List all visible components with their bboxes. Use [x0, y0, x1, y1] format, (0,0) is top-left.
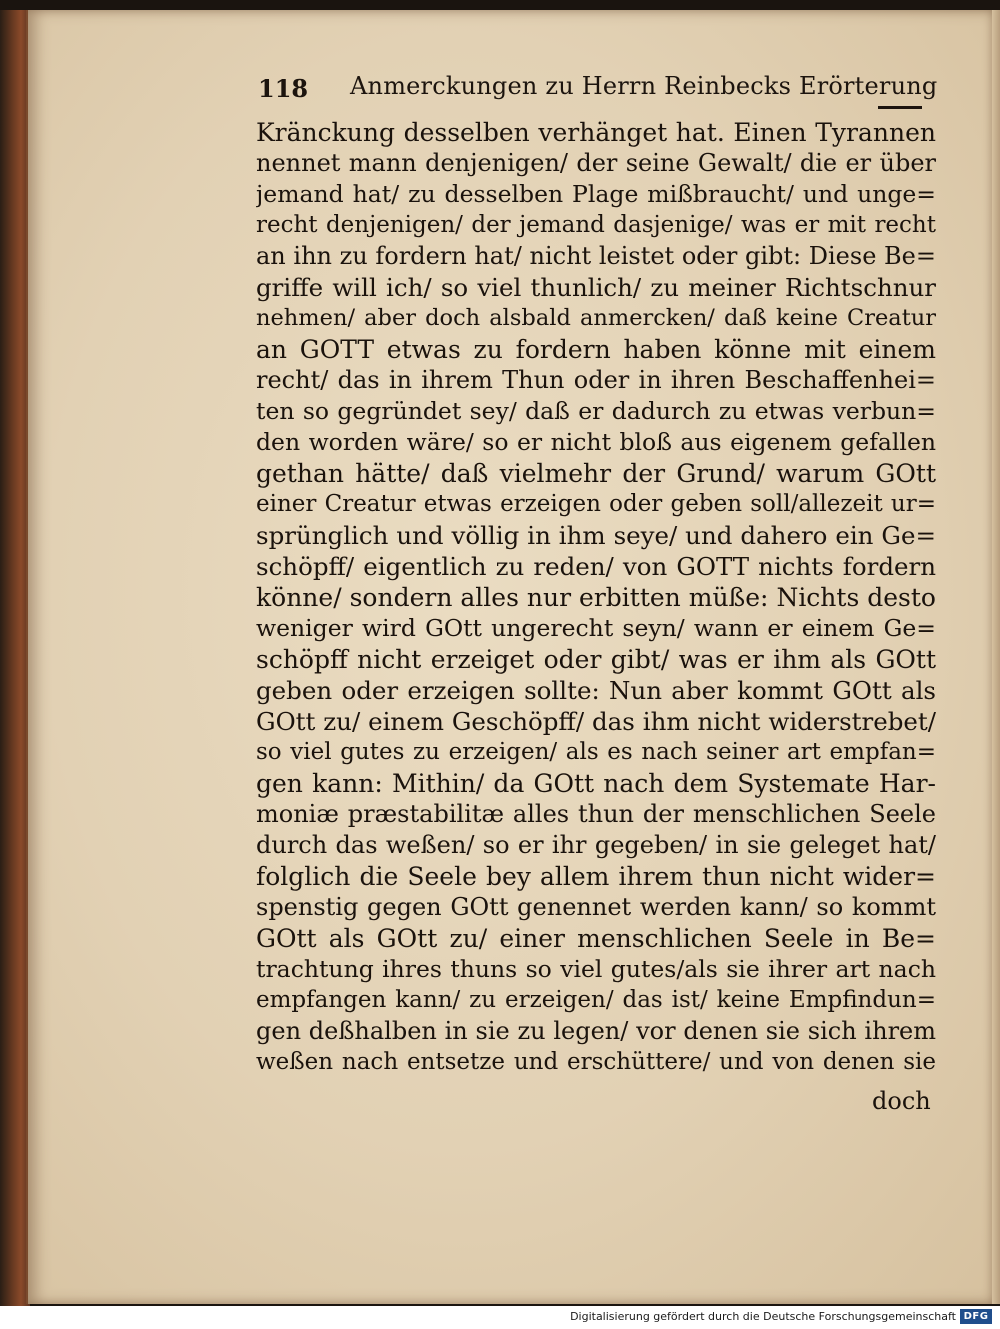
text-line: GOtt zu/ einem Geschöpff/ das ihm nicht widerstrebet/ — [256, 707, 936, 736]
running-head: Anmerckungen zu Herrn Reinbecks Erörterung — [350, 72, 938, 100]
text-line: geben oder erzeigen sollte: Nun aber kommt GOtt als — [256, 676, 936, 705]
page-edge — [992, 10, 1000, 1304]
digitization-footer — [0, 1306, 1000, 1329]
text-line: gen deßhalben in sie zu legen/ vor denen sie sich ihrem — [256, 1017, 936, 1045]
text-line: recht denjenigen/ der jemand dasjenige/ was er mit recht — [256, 212, 936, 238]
text-line: an GOTT etwas zu fordern haben könne mit einem — [256, 335, 936, 364]
text-line: spenstig gegen GOtt genennet werden kann/ so kommt — [256, 893, 936, 921]
text-line: ten so gegründet sey/ daß er dadurch zu etwas verbun= — [256, 397, 936, 425]
text-line: so viel gutes zu erzeigen/ als es nach seiner art empfan= — [256, 739, 936, 765]
text-line: GOtt als GOtt zu/ einer menschlichen Seele in Be= — [256, 924, 936, 953]
text-line: sprünglich und völlig in ihm seye/ und dahero ein Ge= — [256, 521, 936, 550]
text-line: empfangen kann/ zu erzeigen/ das ist/ keine Empfindun= — [256, 987, 936, 1013]
text-line: durch das weßen/ so er ihr gegeben/ in sie geleget hat/ — [256, 831, 936, 859]
text-line: an ihn zu fordern hat/ nicht leistet oder gibt: Diese Be= — [256, 242, 936, 270]
text-line: weßen nach entsetze und erschüttere/ und von denen sie — [256, 1049, 936, 1075]
text-line: schöpff/ eigentlich zu reden/ von GOTT nichts fordern — [256, 552, 936, 581]
text-line: gethan hätte/ daß vielmehr der Grund/ warum GOtt — [256, 459, 936, 488]
text-line: Kränckung desselben verhänget hat. Einen Tyrannen — [256, 118, 936, 147]
funding-credit: Digitalisierung gefördert durch die Deutsche Forschungsgemeinschaft — [570, 1310, 956, 1323]
header-rule — [878, 106, 922, 109]
page-number: 118 — [258, 74, 309, 103]
dfg-logo: DFG — [960, 1309, 992, 1324]
text-line: den worden wäre/ so er nicht bloß aus eigenem gefallen — [256, 428, 936, 456]
catchword: doch — [872, 1087, 931, 1115]
text-line: moniæ præstabilitæ alles thun der menschlichen Seele — [256, 800, 936, 828]
text-line: könne/ sondern alles nur erbitten müße: Nichts desto — [256, 583, 936, 612]
text-line: gen kann: Mithin/ da GOtt nach dem Systemate Har- — [256, 769, 936, 798]
text-line: schöpff nicht erzeiget oder gibt/ was er ihm als GOtt — [256, 645, 936, 674]
text-line: trachtung ihres thuns so viel gutes/als sie ihrer art nach — [256, 955, 936, 983]
text-line: weniger wird GOtt ungerecht seyn/ wann er einem Ge= — [256, 614, 936, 642]
body-text — [256, 117, 936, 1078]
text-line: griffe will ich/ so viel thunlich/ zu meiner Richtschnur — [256, 273, 936, 302]
text-line: recht/ das in ihrem Thun oder in ihren Beschaffenhei= — [256, 366, 936, 394]
text-line: einer Creatur etwas erzeigen oder geben soll/allezeit ur= — [256, 491, 936, 517]
text-line: folglich die Seele bey allem ihrem thun nicht wider= — [256, 862, 936, 891]
text-line: jemand hat/ zu desselben Plage mißbraucht/ und unge= — [256, 180, 936, 208]
text-line: nehmen/ aber doch alsbald anmercken/ daß keine Creatur — [256, 305, 936, 331]
text-line: nennet mann denjenigen/ der seine Gewalt/ die er über — [256, 149, 936, 177]
page-header — [258, 70, 938, 114]
